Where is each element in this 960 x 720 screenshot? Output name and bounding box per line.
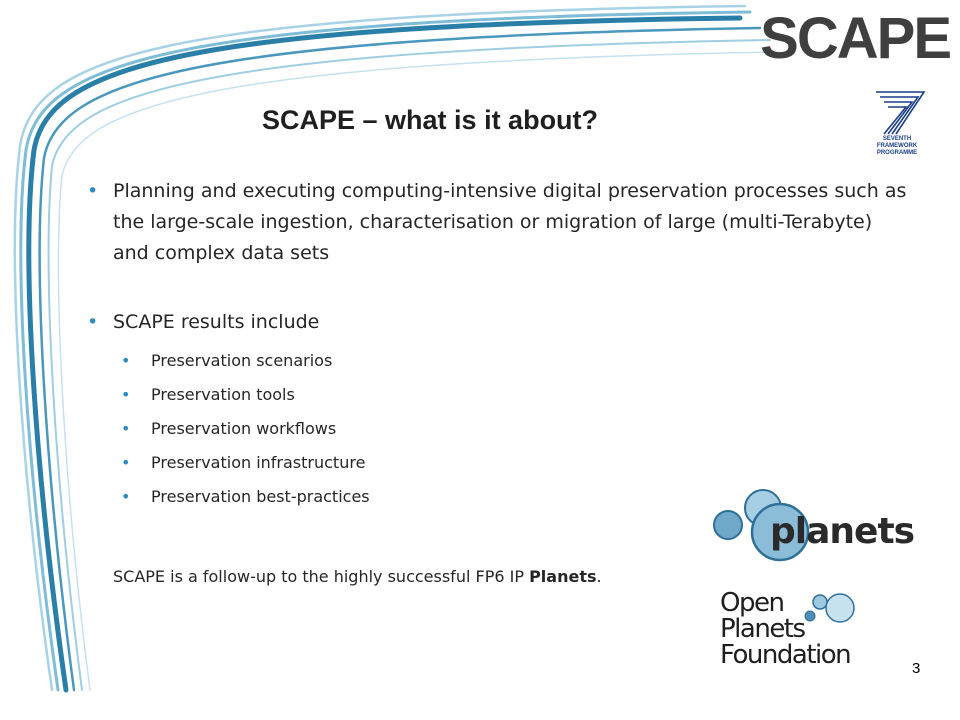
opf-line1: Open xyxy=(720,588,784,618)
slide-content xyxy=(83,176,933,514)
opf-line2: Planets xyxy=(720,614,805,644)
bullet-results: • SCAPE results include xyxy=(83,307,933,338)
fp7-line2: PROGRAMME xyxy=(876,150,918,156)
page-number: 3 xyxy=(912,660,921,677)
sub-bullet-scenarios: • Preservation scenarios xyxy=(121,344,933,378)
fp7-line1: SEVENTH FRAMEWORK xyxy=(876,136,918,149)
scape-wordmark: SCAPE xyxy=(760,6,950,71)
fp7-logo xyxy=(862,88,932,156)
fp7-seven-icon xyxy=(862,88,932,136)
slide-title: SCAPE – what is it about? xyxy=(262,105,599,135)
opf-circles-icon xyxy=(802,590,864,636)
sub-bullet-workflows: • Preservation workflows xyxy=(121,412,933,446)
bullet-planning: • Planning and executing computing-intensive digital preservation processes such as the large-scale ingestion, characterisation or migration of large (multi-Terabyte) and complex data sets xyxy=(83,176,913,269)
open-planets-foundation-logo xyxy=(720,590,880,680)
planets-logo xyxy=(708,488,915,568)
sub-bullet-best-practices: • Preservation best-practices xyxy=(121,480,933,514)
followup-prefix: SCAPE is a follow-up to the highly successful FP6 IP xyxy=(113,567,530,586)
sub-bullet-infrastructure: • Preservation infrastructure xyxy=(121,446,933,480)
followup-text xyxy=(113,567,602,586)
planets-wordmark: planets xyxy=(770,511,915,552)
followup-suffix: . xyxy=(596,567,602,586)
sub-bullet-tools: • Preservation tools xyxy=(121,378,933,412)
followup-planets: Planets xyxy=(529,567,597,586)
opf-line3: Foundation xyxy=(720,640,851,670)
